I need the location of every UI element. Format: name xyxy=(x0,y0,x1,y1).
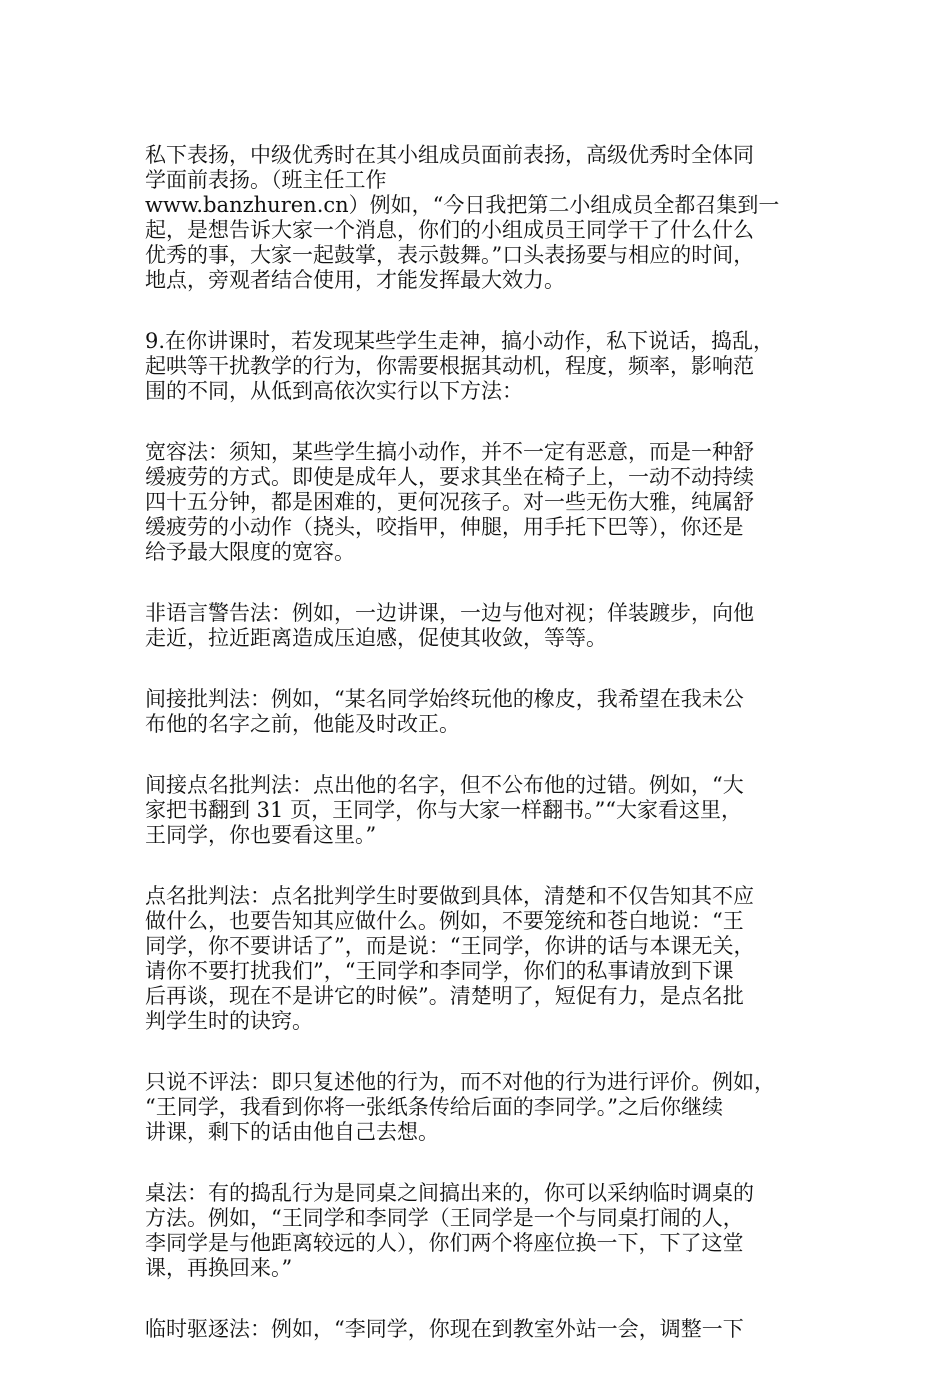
paragraph-naming-criticism: 点名批判法：点名批判学生时要做到具体，清楚和不仅告知其不应 做什么，也要告知其应做什么。例如，不要笼统和苍白地说：“王 同学，你不要讲话了”，而是说：“王同学，你讲的话与本课无关， 请你不要打扰我们”，“王同学和李同学，你们的私事请放到下课 后再谈，现在不是讲它的时候”。清楚明了，短促有力，是点名批 判学生时的诀窍。 xyxy=(145,884,755,1033)
paragraph-describe-only: 只说不评法：即只复述他的行为，而不对他的行为进行评价。例如， “王同学，我看到你将一张纸条传给后面的李同学。”之后你继续 讲课，剩下的话由他自己去想。 xyxy=(145,1070,775,1144)
paragraph-indirect-criticism: 间接批判法：例如，“某名同学始终玩他的橡皮，我希望在我未公 布他的名字之前，他能及时改正。 xyxy=(145,687,744,736)
paragraph-temporary-removal: 临时驱逐法：例如，“李同学，你现在到教室外站一会，调整一下 xyxy=(145,1317,744,1341)
paragraph-tolerance-method: 宽容法：须知，某些学生搞小动作，并不一定有恶意，而是一种舒 缓疲劳的方式。即使是成年人，要求其坐在椅子上，一动不动持续 四十五分钟，都是困难的，更何况孩子。对一些无伤大雅，纯属舒 缓疲劳的小动作（挠头，咬指甲，伸腿，用手托下巴等），你还是 给予最大限度的宽容。 xyxy=(145,440,754,564)
paragraph-praise-levels: 私下表扬，中级优秀时在其小组成员面前表扬，高级优秀时全体同 学面前表扬。（班主任工作 www.banzhuren.cn）例如，“今日我把第二小组成员全都召集到一 起，是想告诉大家一个消息，你们的小组成员王同学干了什么什么 优秀的事，大家一起鼓掌，表示鼓舞。”口头表扬要与相应的时间， 地点，旁观者结合使用，才能发挥最大效力。 xyxy=(145,143,780,292)
paragraph-nonverbal-warning: 非语言警告法：例如，一边讲课，一边与他对视；佯装踱步，向他 走近，拉近距离造成压迫感，促使其收敛，等等。 xyxy=(145,601,754,650)
paragraph-item-9: 9.在你讲课时，若发现某些学生走神，搞小动作，私下说话，捣乱， 起哄等干扰教学的行为，你需要根据其动机，程度，频率，影响范 围的不同，从低到高依次实行以下方法： xyxy=(145,329,775,403)
paragraph-indirect-naming: 间接点名批判法：点出他的名字，但不公布他的过错。例如，“大 家把书翻到 31 页，王同学，你与大家一样翻书。”“大家看这里， 王同学，你也要看这里。” xyxy=(145,773,744,847)
paragraph-desk-change: 桌法：有的捣乱行为是同桌之间搞出来的，你可以采纳临时调桌的 方法。例如，“王同学和李同学（王同学是一个与同桌打闹的人， 李同学是与他距离较远的人），你们两个将座位换一下，下了这堂 课，再换回来。” xyxy=(145,1181,754,1280)
document-body xyxy=(145,143,810,1378)
